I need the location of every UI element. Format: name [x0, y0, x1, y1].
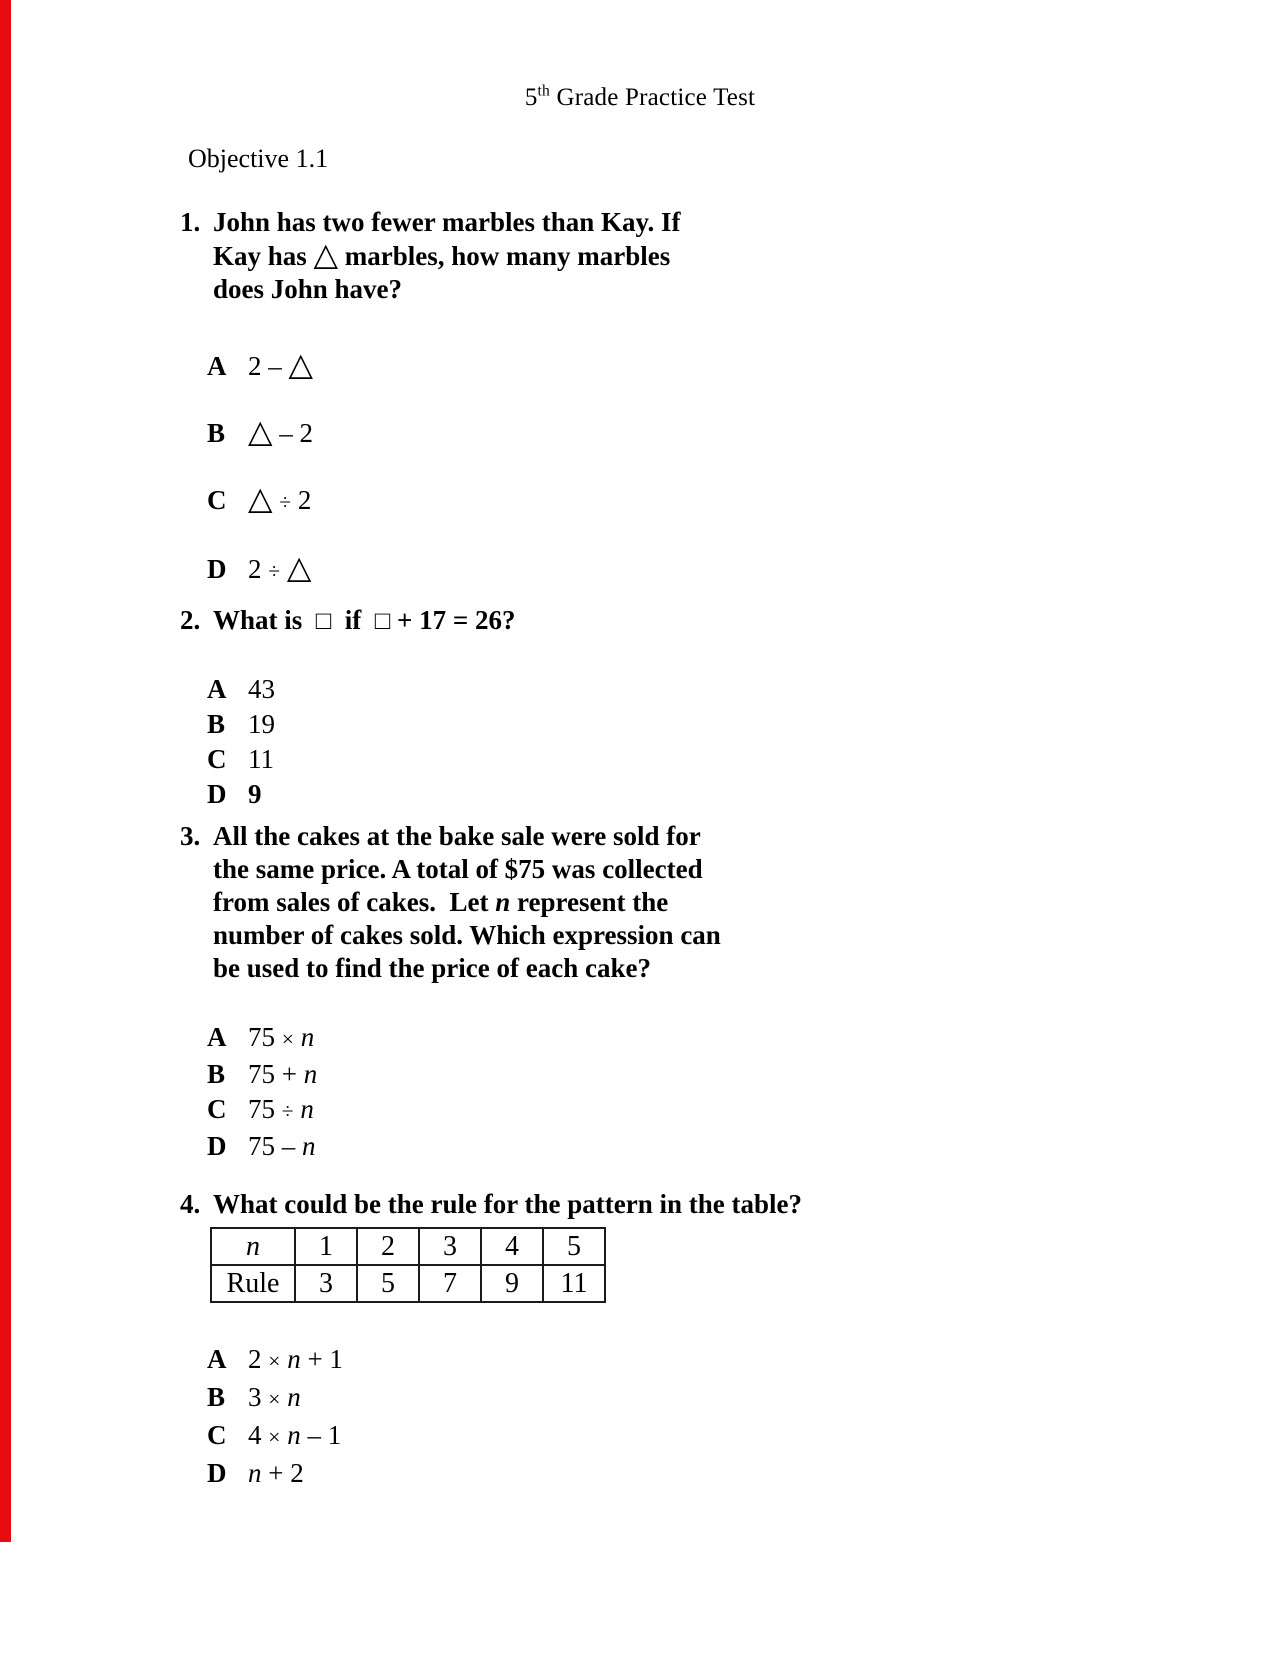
- question-text: [213, 206, 1120, 306]
- option-row-c: [180, 1417, 1120, 1455]
- square-symbol: □: [374, 606, 391, 635]
- triangle-symbol: △: [286, 550, 312, 585]
- square-symbol: □: [315, 606, 332, 635]
- option-row-d: [180, 1455, 1120, 1491]
- question-number: 3.: [180, 821, 201, 851]
- option-value: 11: [248, 744, 274, 774]
- page-title-suffix: Grade Practice Test: [550, 84, 756, 111]
- table-row-n: [211, 1228, 605, 1265]
- option-letter: A: [207, 674, 227, 704]
- triangle-symbol: △: [313, 237, 339, 272]
- option-row-b: [180, 1057, 1120, 1092]
- question-number: 2.: [180, 605, 201, 635]
- option-value: 2 – △: [248, 347, 314, 382]
- question-2-heading: [180, 604, 1120, 637]
- option-letter: B: [207, 1059, 226, 1089]
- question-number: 1.: [180, 207, 201, 237]
- option-letter: D: [207, 554, 227, 584]
- question-text-line: number of cakes sold. Which expression can: [213, 920, 721, 950]
- table-cell: 3: [295, 1265, 357, 1302]
- option-row-a: [180, 672, 1120, 707]
- question-text-line: All the cakes at the bake sale were sold for: [213, 821, 701, 851]
- option-value: 2 ÷ △: [248, 550, 312, 585]
- option-value: 75 ÷ n: [248, 1094, 314, 1124]
- option-letter: D: [207, 1458, 227, 1488]
- red-edge-stripe: [0, 0, 11, 1542]
- table-cell: 5: [543, 1228, 605, 1265]
- table-cell: 3: [419, 1228, 481, 1265]
- option-row-c: [180, 742, 1120, 777]
- option-letter: C: [207, 1094, 227, 1124]
- question-1-heading: [180, 206, 1120, 306]
- option-letter: A: [207, 1022, 227, 1052]
- question-3-options: [180, 1020, 1120, 1164]
- option-value: 75 × n: [248, 1022, 315, 1052]
- question-text-line: does John have?: [213, 274, 403, 304]
- option-value: 19: [248, 709, 275, 739]
- option-row-a: [180, 1020, 1120, 1057]
- question-3: [180, 820, 1120, 1164]
- question-text-line: the same price. A total of $75 was collected: [213, 854, 703, 884]
- question-1: [180, 206, 1120, 620]
- option-row-a: [180, 348, 1120, 384]
- table-row-rule: [211, 1265, 605, 1302]
- question-text: [213, 1188, 1120, 1221]
- objective-label: Objective 1.1: [188, 144, 329, 173]
- option-value: 2 × n + 1: [248, 1344, 343, 1374]
- option-letter: B: [207, 709, 226, 739]
- option-value: △ ÷ 2: [248, 481, 312, 516]
- option-letter: A: [207, 351, 227, 381]
- option-letter: D: [207, 1131, 227, 1161]
- pattern-table: [210, 1227, 606, 1303]
- question-2: [180, 604, 1120, 812]
- option-row-a: [180, 1341, 1120, 1379]
- option-row-c: [180, 482, 1120, 520]
- page-title: [0, 84, 1280, 112]
- option-letter: B: [207, 1382, 226, 1412]
- option-letter: C: [207, 485, 227, 515]
- question-1-options: [180, 348, 1120, 589]
- option-value: 3 × n: [248, 1382, 301, 1412]
- option-letter: A: [207, 1344, 227, 1374]
- option-value: 75 – n: [248, 1131, 316, 1161]
- table-cell: 7: [419, 1265, 481, 1302]
- table-cell: 2: [357, 1228, 419, 1265]
- option-row-d: [180, 777, 1120, 812]
- table-cell: 11: [543, 1265, 605, 1302]
- question-4-heading: [180, 1188, 1120, 1221]
- option-row-b: [180, 1379, 1120, 1417]
- option-row-d: [180, 551, 1120, 589]
- option-value: n + 2: [248, 1458, 304, 1488]
- option-value: 9: [248, 779, 262, 809]
- table-cell: 9: [481, 1265, 543, 1302]
- question-4: [180, 1188, 1120, 1491]
- page-title-superscript: th: [537, 82, 550, 100]
- table-cell: 1: [295, 1228, 357, 1265]
- question-text-line: John has two fewer marbles than Kay. If: [213, 207, 681, 237]
- question-2-options: [180, 672, 1120, 812]
- triangle-symbol: △: [288, 347, 314, 382]
- question-text-line: What is □ if □ + 17 = 26?: [213, 605, 516, 635]
- question-text-line: be used to find the price of each cake?: [213, 953, 651, 983]
- option-letter: C: [207, 744, 227, 774]
- option-row-d: [180, 1129, 1120, 1164]
- option-value: △ – 2: [248, 414, 314, 449]
- question-number: 4.: [180, 1189, 201, 1219]
- table-cell: Rule: [211, 1265, 295, 1302]
- question-3-heading: [180, 820, 1120, 985]
- option-value: 43: [248, 674, 275, 704]
- triangle-symbol: △: [248, 414, 273, 449]
- option-letter: D: [207, 779, 227, 809]
- question-text-line: Kay has △ marbles, how many marbles: [213, 237, 671, 272]
- question-text: [213, 820, 1120, 985]
- option-row-b: [180, 415, 1120, 451]
- question-text-line: What could be the rule for the pattern in the table?: [213, 1189, 802, 1219]
- question-text-line: from sales of cakes. Let n represent the: [213, 887, 669, 917]
- table-cell: 4: [481, 1228, 543, 1265]
- table-cell: n: [211, 1228, 295, 1265]
- option-value: 75 + n: [248, 1059, 318, 1089]
- triangle-symbol: △: [248, 481, 273, 516]
- option-letter: B: [207, 418, 226, 448]
- option-letter: C: [207, 1420, 227, 1450]
- question-text: [213, 604, 1120, 637]
- table-cell: 5: [357, 1265, 419, 1302]
- page-title-prefix: 5: [524, 84, 538, 111]
- option-row-b: [180, 707, 1120, 742]
- option-row-c: [180, 1092, 1120, 1129]
- option-value: 4 × n – 1: [248, 1420, 342, 1450]
- question-4-options: [180, 1341, 1120, 1491]
